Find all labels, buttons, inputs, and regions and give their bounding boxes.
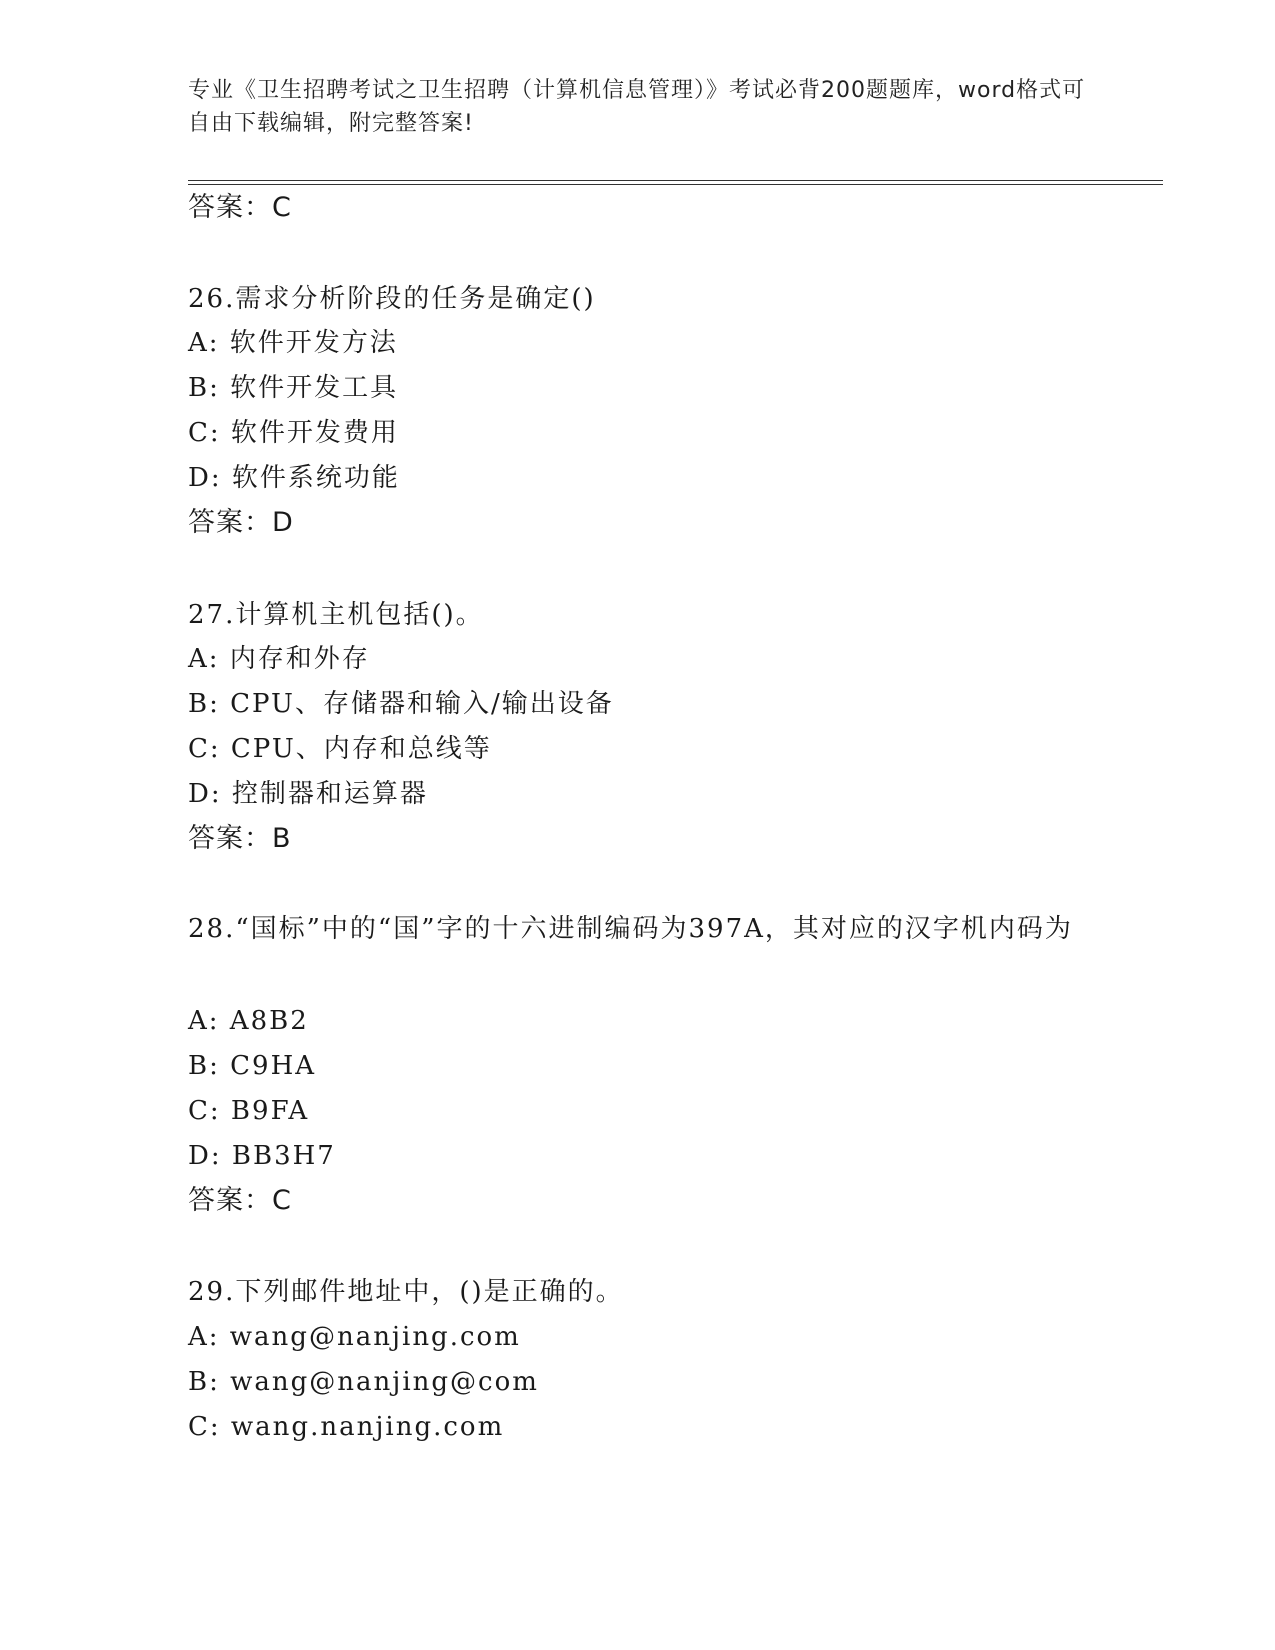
option-b: B: 软件开发工具 (188, 373, 399, 403)
option-d: D: BB3H7 (188, 1141, 336, 1171)
answer-line: 答案：C (188, 192, 292, 223)
option-c: C: wang.nanjing.com (188, 1412, 505, 1442)
option-b: B: C9HA (188, 1051, 317, 1081)
answer-line: 答案：C (188, 1185, 292, 1216)
question-stem: 26.需求分析阶段的任务是确定() (188, 284, 596, 314)
option-b: B: CPU、存储器和输入/输出设备 (188, 689, 614, 719)
option-c: C: 软件开发费用 (188, 418, 399, 448)
header-divider-bottom (188, 184, 1163, 185)
option-b: B: wang@nanjing@com (188, 1367, 539, 1397)
option-d: D: 软件系统功能 (188, 463, 400, 493)
answer-line: 答案：D (188, 507, 294, 538)
option-a: A: 软件开发方法 (188, 328, 398, 358)
question-stem: 29.下列邮件地址中，()是正确的。 (188, 1277, 624, 1307)
question-stem: 28.“国标”中的“国”字的十六进制编码为397A，其对应的汉字机内码为 (188, 914, 1073, 944)
answer-line: 答案：B (188, 823, 292, 854)
option-a: A: 内存和外存 (188, 644, 370, 674)
option-a: A: A8B2 (188, 1006, 309, 1036)
option-c: C: CPU、内存和总线等 (188, 734, 492, 764)
option-a: A: wang@nanjing.com (188, 1322, 521, 1352)
option-c: C: B9FA (188, 1096, 310, 1126)
header-divider-top (188, 180, 1163, 181)
option-d: D: 控制器和运算器 (188, 779, 428, 809)
question-stem: 27.计算机主机包括()。 (188, 600, 484, 630)
document-header: 专业《卫生招聘考试之卫生招聘（计算机信息管理）》考试必背200题题库，word格式可自由下载编辑，附完整答案! (188, 78, 1086, 136)
